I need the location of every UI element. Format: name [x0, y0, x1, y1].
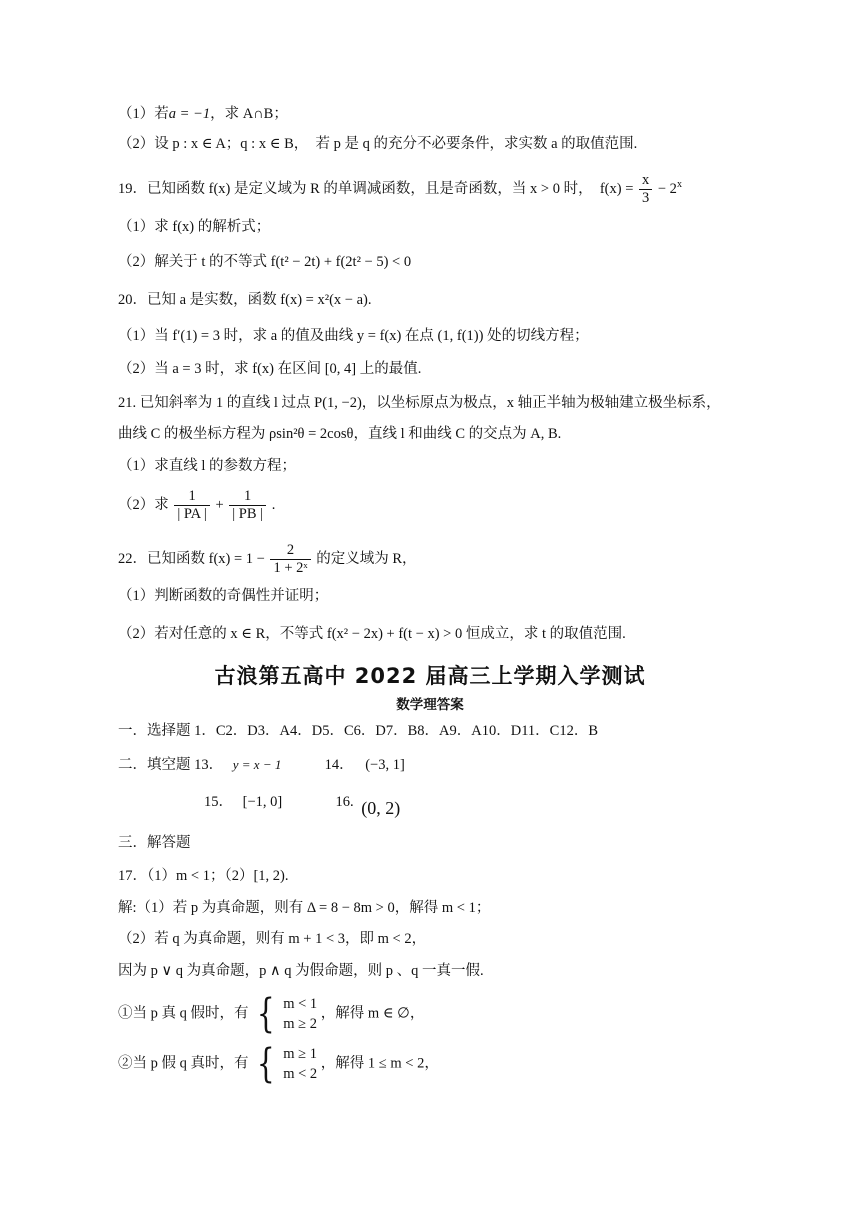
q22-fraction: $\frac{2}{\text{1 + 2ˣ}}$	[270, 542, 310, 577]
q22-part2: （2）若对任意的 x ∈ R，不等式 f(x² − 2x) + f(t − x) > 0 恒成立，求 t 的取值范围.	[118, 626, 626, 642]
answer-section3: 三．解答题	[118, 835, 191, 851]
q19-part1: （1）求 f(x) 的解析式；	[118, 219, 271, 235]
q21-fraction-pb: $\frac{1}{| PB |}$	[229, 488, 266, 523]
solution-line1: 解:（1）若 p 为真命题，则有 Δ = 8 − 8m > 0，解得 m < 1；	[118, 900, 491, 916]
answer-subtitle: 数学理答案	[396, 697, 464, 713]
case1-system: m < 1 m ≥ 2	[283, 996, 318, 1032]
solution-case2: ②当 p 假 q 真时，有 { m ≥ 1 m < 2 ，解得 1 ≤ m < 2，	[118, 1041, 439, 1087]
solution-case1: ①当 p 真 q 假时，有 { m < 1 m ≥ 2 ，解得 m ∈ ∅，	[118, 991, 425, 1037]
q22-part1: （1）判断函数的奇偶性并证明；	[118, 588, 329, 604]
answer-17: 17．（1）m < 1；（2）[1, 2).	[118, 868, 289, 884]
answer-choice: 一．选择题 1．C2．D3．A4．D5．C6．D7．B8．A9．A10．D11．C12．B	[118, 723, 598, 739]
q21-fraction-pa: $\frac{1}{| PA |}$	[174, 488, 209, 523]
q21-part2: （2）求 $\frac{1}{| PA |}$ + $\frac{1}{| PB |}$ .	[118, 488, 276, 522]
q20-part2: （2）当 a = 3 时，求 f(x) 在区间 [0, 4] 上的最值.	[118, 361, 422, 377]
q22-stem: 22．已知函数 f(x) = 1 − $\frac{2}{\text{1 + 2ˣ}}$ 的定义域为 R，	[118, 542, 417, 576]
q21-stem-line1: 21. 已知斜率为 1 的直线 l 过点 P(1, −2)，以坐标原点为极点，x 轴正半轴为极轴建立极坐标系，	[118, 395, 721, 411]
answer-fill-row2: 15． [−1, 0] 16. (0, 2)	[204, 794, 401, 818]
solution-line3: 因为 p ∨ q 为真命题，p ∧ q 为假命题，则 p 、q 一真一假.	[118, 963, 484, 979]
q21-part1: （1）求直线 l 的参数方程；	[118, 458, 297, 474]
answer-fill-row1: 二．填空题 13． y = x − 1 14． (−3, 1]	[118, 757, 405, 773]
solution-line2: （2）若 q 为真命题，则有 m + 1 < 3，即 m < 2，	[118, 931, 427, 947]
q20-stem: 20．已知 a 是实数，函数 f(x) = x²(x − a).	[118, 292, 372, 308]
q19-fraction: $\frac{x}{3}$	[639, 172, 652, 207]
q19-stem: 19．已知函数 f(x) 是定义域为 R 的单调减函数，且是奇函数，当 x > 0 时， f(x) = $\frac{x}{3}$ − $2^x$	[118, 172, 682, 206]
answer-title: 古浪第五高中 2022 届高三上学期入学测试	[214, 664, 646, 688]
q19-part2: （2）解关于 t 的不等式 f(t² − 2t) + f(2t² − 5) < 0	[118, 254, 412, 270]
q18-part2: （2）设 p : x ∈ A；q : x ∈ B， 若 p 是 q 的充分不必要条件，求实数 a 的取值范围.	[118, 136, 638, 152]
q18-part1: （1）若a = −1，求 A∩B；	[118, 106, 288, 122]
q20-part1: （1）当 f′(1) = 3 时，求 a 的值及曲线 y = f(x) 在点 (1, f(1)) 处的切线方程；	[118, 328, 589, 344]
q21-stem-line2: 曲线 C 的极坐标方程为 ρsin²θ = 2cosθ，直线 l 和曲线 C 的交点为 A, B.	[118, 426, 562, 442]
case2-system: m ≥ 1 m < 2	[283, 1046, 318, 1082]
